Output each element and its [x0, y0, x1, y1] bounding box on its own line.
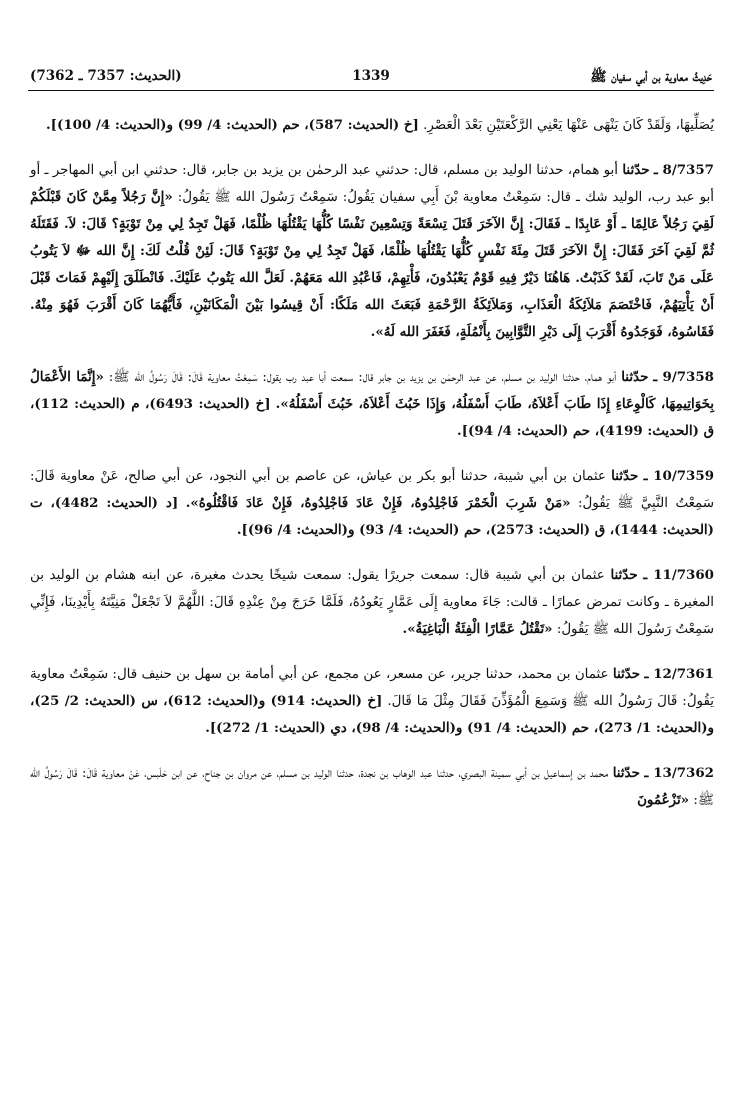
page-number: 1339: [352, 68, 390, 84]
isnad-text: عثمان بن محمد، حدثنا جرير، عن مسعر، عن مجمع، عن أبي أمامة بن سهل بن حنيف قال: سَمِعْتُ معاوية يَقُولُ: قَالَ رَسُولُ الله ﷺ وَسَمِعَ الْمُؤَذِّنَ فَقَالَ مِثْلَ مَا قَالَ.: [30, 667, 714, 709]
hadith-text: «إِنَّ رَجُلاً مِمَّنْ كَانَ قَبْلَكُمْ لَقِيَ رَجُلاً عَالِمًا ـ أَوْ عَابِدًا ـ فَقَالَ: إِنَّ الآخَرَ قَتَلَ تِسْعَةً وَتِسْعِينَ نَفْسًا كُلُّهَا يَقْتُلُهَا ظُلْمًا، فَهَلْ تَجِدُ لِي مِنْ تَوْبَةٍ؟ قَالَ: لاَ. فَقَتَلَهُ ثُمَّ لَقِيَ آخَرَ فَقَالَ: إِنَّ الآخَرَ قَتَلَ مِئَةَ نَفْسٍ كُلُّهَا يَقْتُلُهَا ظُلْمًا، فَهَلْ تَجِدُ لِي مِنْ تَوْبَةٍ؟ قَالَ: لَئِنْ قُلْتُ لَكَ: إِنَّ الله ﷻ لاَ يَتُوبُ عَلَى مَنْ تَابَ، لَقَدْ كَذَبْتُ. هَاهُنَا دَيْرٌ فِيهِ قَوْمٌ يَعْبُدُونَ، فَأْتِهِمْ، فَاعْبُدِ الله مَعَهُمْ. لَعَلَّ الله يَتُوبُ عَلَيْكَ. فَانْطَلَقَ إِلَيْهِمْ فَمَاتَ قَبْلَ أَنْ يَأْتِيَهُمْ، فَاخْتَصَمَ مَلاَئِكَةُ الْعَذَابِ، وَمَلاَئِكَةُ الرَّحْمَةِ فَبَعَثَ الله مَلَكًا: أَنْ قِيسُوا بَيْنَ الْمَكَانَيْنِ، فَأَيُّهُمَا كَانَ أَقْرَبَ فَهُوَ مِنْهُ. فَقَاسُوهُ، فَوَجَدُوهُ أَقْرَبَ إِلَى دَيْرِ التَّوَّابِينَ بِأَنْمُلَةٍ، فَغَفَرَ الله لَهُ».: [30, 189, 714, 340]
hadith-7361: [30, 661, 714, 742]
hadith-number: 9/7358 ـ: [653, 369, 714, 385]
hadith-7359: [30, 463, 714, 544]
isnad-text: عثمان بن أبي شيبة، حدثنا أبو بكر بن عياش، عن عاصم بن أبي النجود، عن أبي صالح، عَنْ معاوية قَالَ: سَمِعْتُ النَّبِيَّ ﷺ يَقُولُ:: [30, 469, 715, 511]
hadith-7360: [30, 562, 714, 643]
paragraph-body: يُصَلِّيهَا، وَلَقَدْ كَانَ يَنْهَى عَنْهَا يَعْنِي الرَّكْعَتَيْنِ بَعْدَ الْعَصْرِ.: [423, 118, 714, 133]
hadith-7358: [30, 364, 714, 445]
source-references: [خ (الحديث: 6493)، م (الحديث: 112)، ق (الحديث: 4199)، حم (الحديث: 4/ 94)].: [30, 396, 714, 439]
hadith-number: 11/7360 ـ: [643, 567, 714, 583]
hadith-7362: [30, 760, 714, 814]
hadith-number: 12/7361 ـ: [644, 666, 714, 682]
narration-lead: حدّثنا: [611, 468, 639, 484]
hadith-text: «تَزْعُمُونَ: [637, 792, 690, 808]
narration-lead: حدّثنا: [610, 567, 638, 583]
source-references: [خ (الحديث: 587)، حم (الحديث: 4/ 99) و(الحديث: 4/ 100)].: [46, 117, 419, 133]
page-header: [28, 62, 714, 91]
narration-lead: حدّثنا: [612, 765, 640, 781]
hadith-text: «إِنَّمَا الأَعْمَالُ بِخَوَاتِيمِهَا، كَالْوِعَاءِ إِذَا طَابَ أَعْلاَهُ، طَابَ أَسْفَلُهُ، وَإِذَا خَبُثَ أَعْلاَهُ، خَبُثَ أَسْفَلُهُ».: [30, 369, 714, 412]
hadith-text: «مَنْ شَرِبَ الْخَمْرَ فَاجْلِدُوهُ، فَإِنْ عَادَ فَاجْلِدُوهُ، فَإِنْ عَادَ فَاقْتُلُوهُ».: [185, 495, 571, 511]
narration-lead: حدّثنا: [622, 162, 650, 178]
running-title: حَدِيثُ معاوية بن أبي سفيان ﷺ: [590, 69, 712, 85]
source-references: [خ (الحديث: 914) و(الحديث: 612)، س (الحديث: 2/ 25)، و(الحديث: 1/ 273)، حم (الحديث: 4/ 91) و(الحديث: 4/ 98)، دي (الحديث: 1/ 272)].: [30, 693, 714, 736]
hadith-number: 13/7362 ـ: [644, 765, 714, 781]
narration-lead: حدّثنا: [612, 666, 641, 682]
isnad-text: عثمان بن أبي شيبة قال: سمعت جريرًا يقول: سمعت شيخًا يحدث مغيرة، عن ابنه هشام بن الوليد بن المغيرة ـ وكانت تمرض عمارًا ـ قالت: جَاءَ معاوية إِلَى عَمَّارٍ يَعُودُهُ، فَلَمَّا خَرَجَ مِنْ عِنْدِهِ قَالَ: اللَّهُمَّ لاَ تَجْعَلْ مَنِيَّتَهُ بِأَيْدِينَا، فَإِنِّي سَمِعْتُ رَسُولَ الله ﷺ يَقُولُ:: [30, 568, 714, 637]
hadith-number: 10/7359 ـ: [643, 468, 715, 484]
page-body: [30, 112, 714, 832]
hadith-number: 8/7357 ـ: [653, 162, 714, 178]
hadith-7357: [30, 157, 714, 346]
hadith-range: (الحديث: 7357 ـ 7362): [30, 68, 182, 84]
isnad-text: محمد بن إسماعيل بن أبي سمينة البصري، حدثنا عبد الوهاب بن نجدة، حدثنا الوليد بن مسلم، عن مروان بن جناح، عن ابن حَلْبس، عَنْ معاوية قَالَ: قَالَ رَسُولُ الله ﷺ:: [30, 766, 714, 808]
paragraph-continuation: [30, 112, 714, 139]
narration-lead: حدّثنا: [621, 369, 649, 385]
isnad-text: أبو همام، حدثنا الوليد بن مسلم، قال: حدثني عبد الرحمٰن بن يزيد بن جابر، قال: حدثني ابن أبي المهاجر ـ أو أبو عبد رب، الوليد شك ـ قال: سَمِعْتُ معاوية بْنَ أَبِي سفيان يَقُولُ: سَمِعْتُ رَسُولَ الله ﷺ يَقُولُ:: [30, 163, 715, 205]
source-references: [د (الحديث: 4482)، ت (الحديث: 1444)، ق (الحديث: 2573)، حم (الحديث: 4/ 93) و(الحديث: 4/ 96)].: [30, 495, 714, 538]
hadith-text: «تَقْتُلُ عَمَّارًا الْفِئَةُ الْبَاغِيَةُ».: [402, 621, 553, 637]
isnad-text: أبو همام، حدثنا الوليد بن مسلم، عن عبد الرحمٰن بن يزيد بن جابر قال: سمعت أبا عبد رب يقول: سَمِعْتُ معاوية قَالَ: قَالَ رَسُولُ الله ﷺ:: [108, 370, 617, 385]
